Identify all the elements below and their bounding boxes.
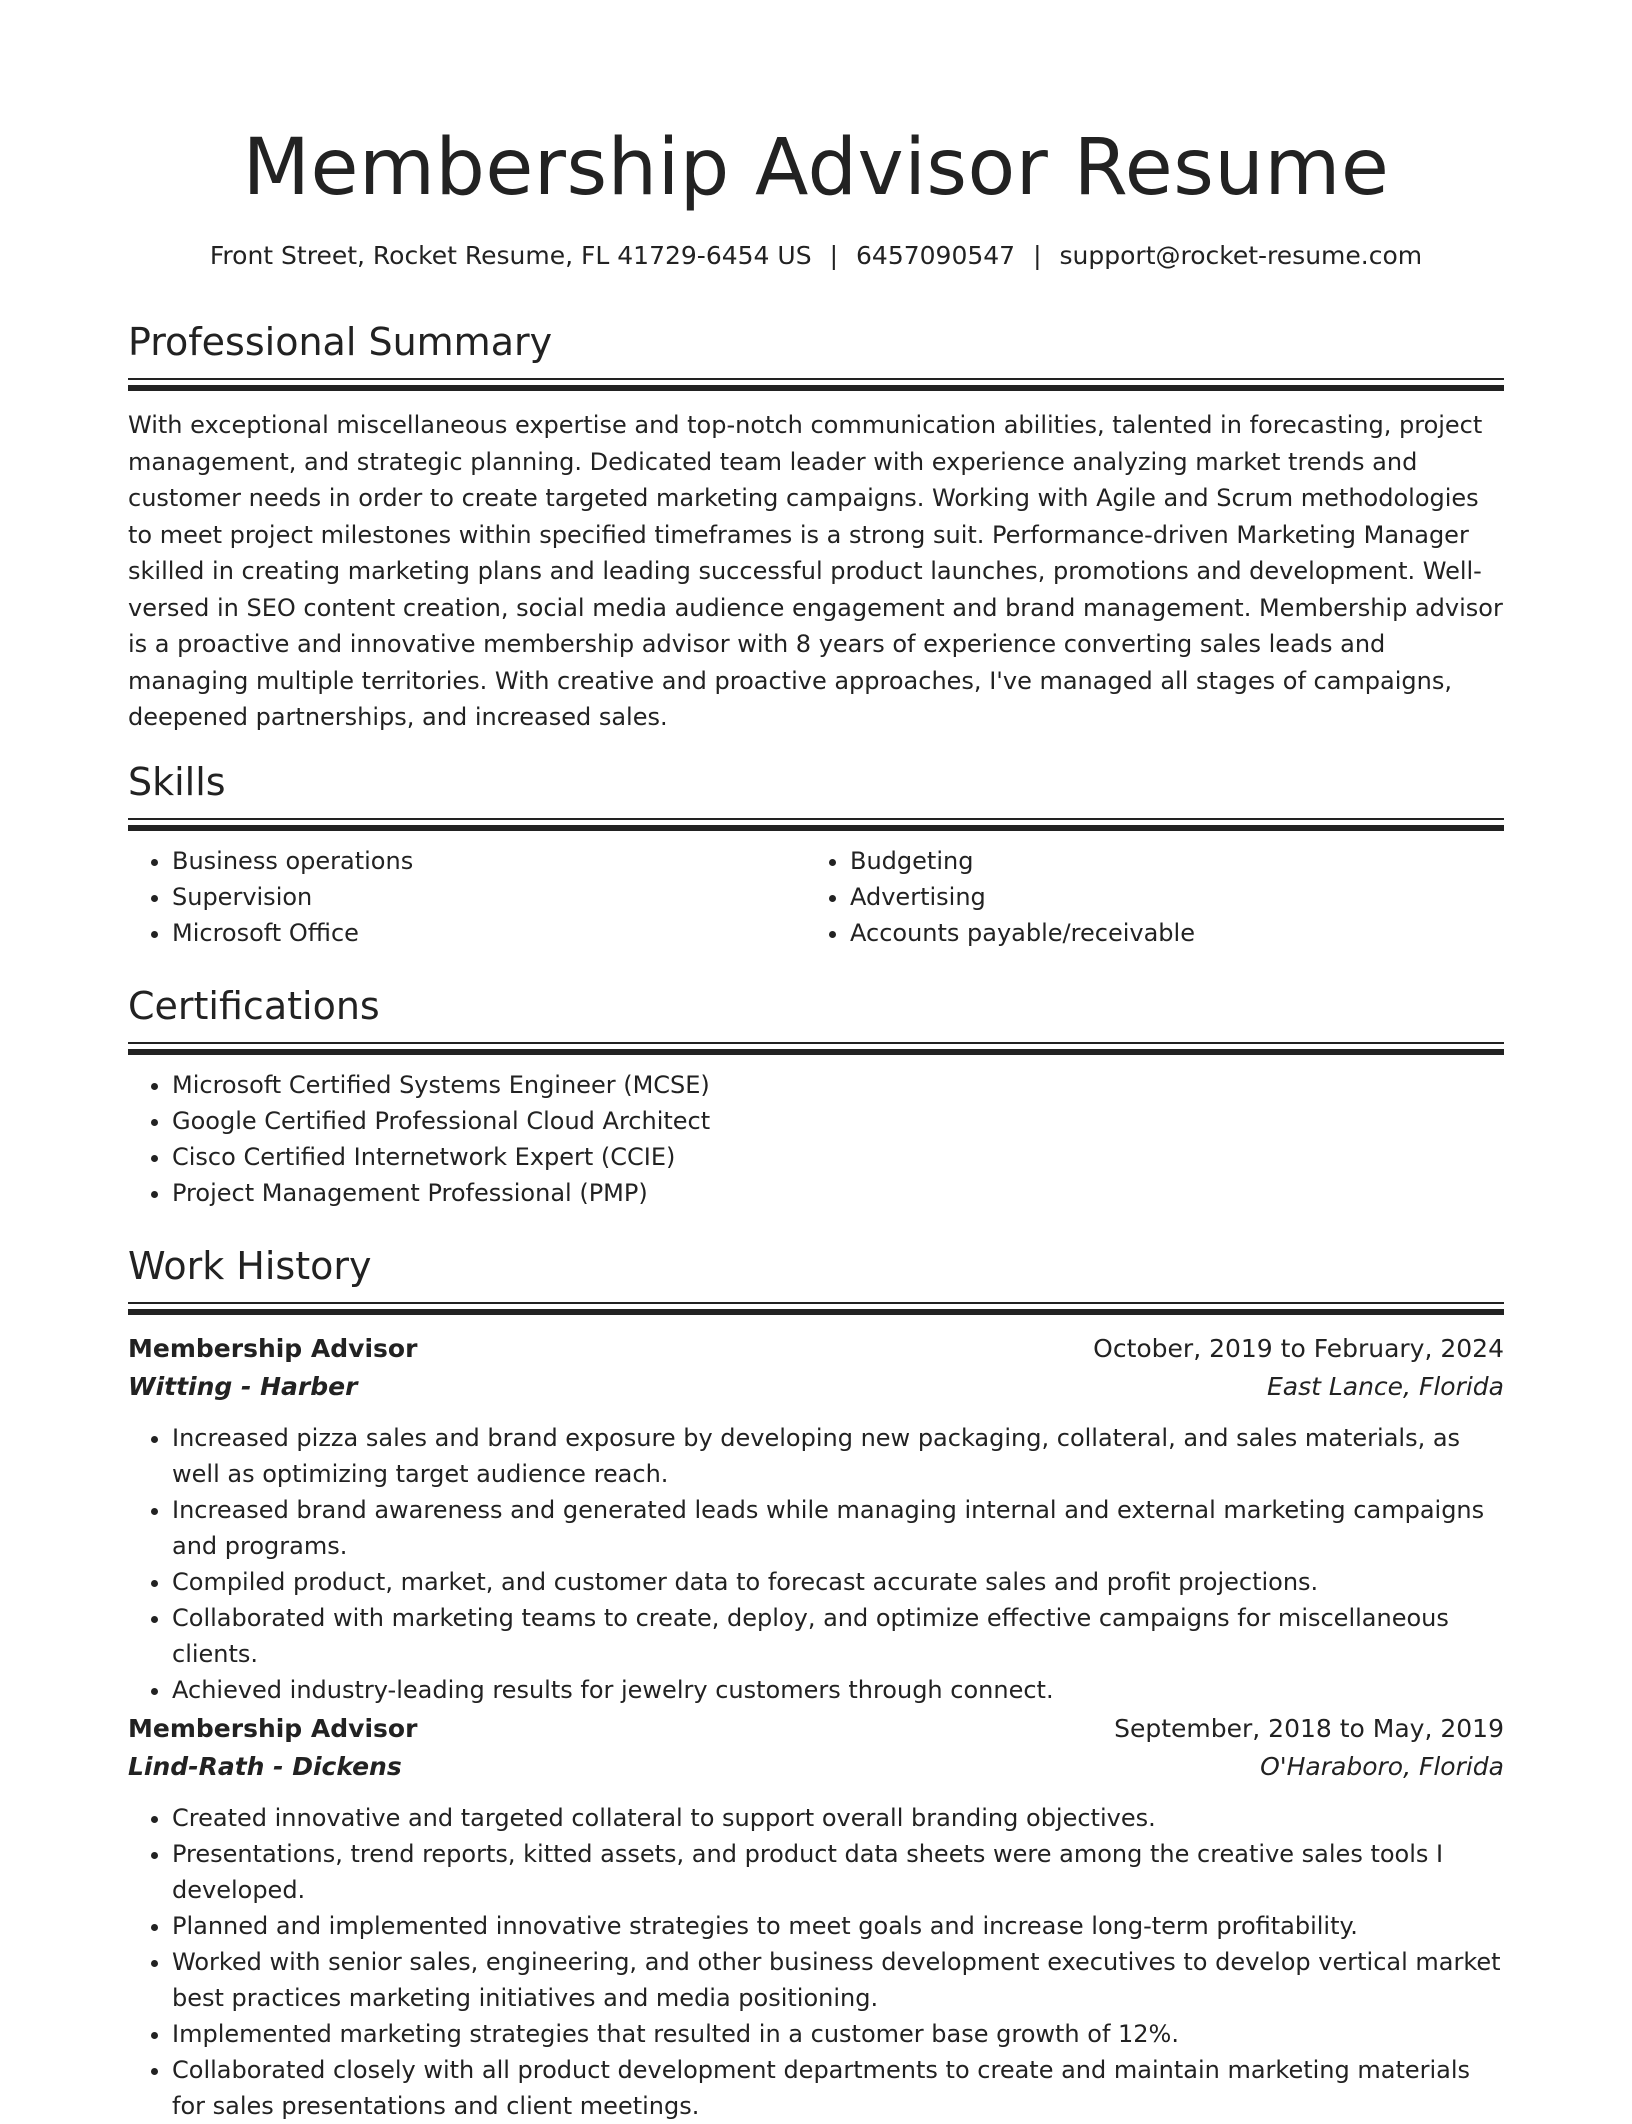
skill-item: • Budgeting xyxy=(850,843,1484,879)
job-dates: October, 2019 to February, 2024 xyxy=(1093,1334,1504,1363)
job-subheader-row xyxy=(128,1368,1504,1406)
skill-item: • Accounts payable/receivable xyxy=(850,915,1484,951)
summary-heading: Professional Summary xyxy=(128,320,553,364)
contact-email: support@rocket-resume.com xyxy=(1059,241,1423,270)
job-subheader-row xyxy=(128,1748,1504,1786)
job-location: East Lance, Florida xyxy=(1266,1372,1504,1401)
certification-item: • Project Management Professional (PMP) xyxy=(172,1175,1504,1211)
job-bullet: • Compiled product, market, and customer data to forecast accurate sales and profit projections. xyxy=(172,1564,1504,1600)
job-bullet: • Collaborated with marketing teams to create, deploy, and optimize effective campaigns for miscellaneous clients. xyxy=(172,1600,1504,1672)
skills-column-right xyxy=(806,843,1484,951)
skill-item: • Business operations xyxy=(172,843,806,879)
section-rule xyxy=(128,818,1504,833)
contact-phone: 6457090547 xyxy=(856,241,1016,270)
job-bullets xyxy=(128,1800,1504,2124)
job-bullet: • Presentations, trend reports, kitted assets, and product data sheets were among the creative sales tools I developed. xyxy=(172,1836,1504,1908)
certifications-heading: Certifications xyxy=(128,984,380,1028)
contact-address: Front Street, Rocket Resume, FL 41729-6454 US xyxy=(209,241,812,270)
job-entry xyxy=(128,1330,1504,1708)
certifications-list xyxy=(128,1067,1504,1211)
work-history-section xyxy=(128,1240,1504,1317)
resume-title: Membership Advisor Resume xyxy=(242,123,1390,213)
job-company: Witting - Harber xyxy=(128,1372,358,1401)
certification-item: • Google Certified Professional Cloud Architect xyxy=(172,1103,1504,1139)
contact-separator: | xyxy=(1033,241,1042,270)
job-title: Membership Advisor xyxy=(128,1334,418,1363)
job-bullet: • Planned and implemented innovative strategies to meet goals and increase long-term profitability. xyxy=(172,1908,1504,1944)
job-bullet: • Collaborated closely with all product development departments to create and maintain marketing materials for sales presentations and client meetings. xyxy=(172,2052,1504,2124)
skills-heading: Skills xyxy=(128,760,226,804)
skills-grid xyxy=(128,843,1504,951)
job-company: Lind-Rath - Dickens xyxy=(128,1752,402,1781)
summary-section xyxy=(128,316,1504,736)
job-bullet: • Implemented marketing strategies that resulted in a customer base growth of 12%. xyxy=(172,2016,1504,2052)
job-bullet: • Created innovative and targeted collateral to support overall branding objectives. xyxy=(172,1800,1504,1836)
job-bullet: • Increased pizza sales and brand exposure by developing new packaging, collateral, and sales materials, as well as optimizing target audience reach. xyxy=(172,1420,1504,1492)
skills-column-left xyxy=(128,843,806,951)
job-bullets xyxy=(128,1420,1504,1708)
contact-separator: | xyxy=(829,241,839,270)
section-rule xyxy=(128,1042,1504,1057)
job-bullet: • Worked with senior sales, engineering, and other business development executives to develop vertical market best practices marketing initiatives and media positioning. xyxy=(172,1944,1504,2016)
job-location: O'Haraboro, Florida xyxy=(1260,1752,1504,1781)
skill-item: • Advertising xyxy=(850,879,1484,915)
skill-item: • Supervision xyxy=(172,879,806,915)
skill-item: • Microsoft Office xyxy=(172,915,806,951)
certification-item: • Microsoft Certified Systems Engineer (MCSE) xyxy=(172,1067,1504,1103)
certification-item: • Cisco Certified Internetwork Expert (CCIE) xyxy=(172,1139,1504,1175)
job-header-row xyxy=(128,1710,1504,1748)
certifications-section xyxy=(128,980,1504,1211)
contact-line xyxy=(128,236,1504,276)
job-bullet: • Achieved industry-leading results for jewelry customers through connect. xyxy=(172,1672,1504,1708)
work-history-heading: Work History xyxy=(128,1244,372,1288)
job-dates: September, 2018 to May, 2019 xyxy=(1114,1714,1504,1743)
job-entry xyxy=(128,1710,1504,2124)
section-rule xyxy=(128,1302,1504,1317)
skills-section xyxy=(128,756,1504,951)
summary-text: With exceptional miscellaneous expertise and top-notch communication abilities, talented in forecasting, project management, and strategic planning. Dedicated team leader with experience analyzing market trends and customer needs in order to create targeted marketing campaigns. Working with Agile and Scrum methodologies to meet project milestones within specified timeframes is a strong suit. Performance-driven Marketing Manager skilled in creating marketing plans and leading successful product launches, promotions and development. Well-versed in SEO content creation, social media audience engagement and brand management. Membership advisor is a proactive and innovative membership advisor with 8 years of experience converting sales leads and managing multiple territories. With creative and proactive approaches, I've managed all stages of campaigns, deepened partnerships, and increased sales. xyxy=(128,411,1503,731)
job-title: Membership Advisor xyxy=(128,1714,418,1743)
section-rule xyxy=(128,378,1504,393)
job-bullet: • Increased brand awareness and generated leads while managing internal and external marketing campaigns and programs. xyxy=(172,1492,1504,1564)
job-header-row xyxy=(128,1330,1504,1368)
